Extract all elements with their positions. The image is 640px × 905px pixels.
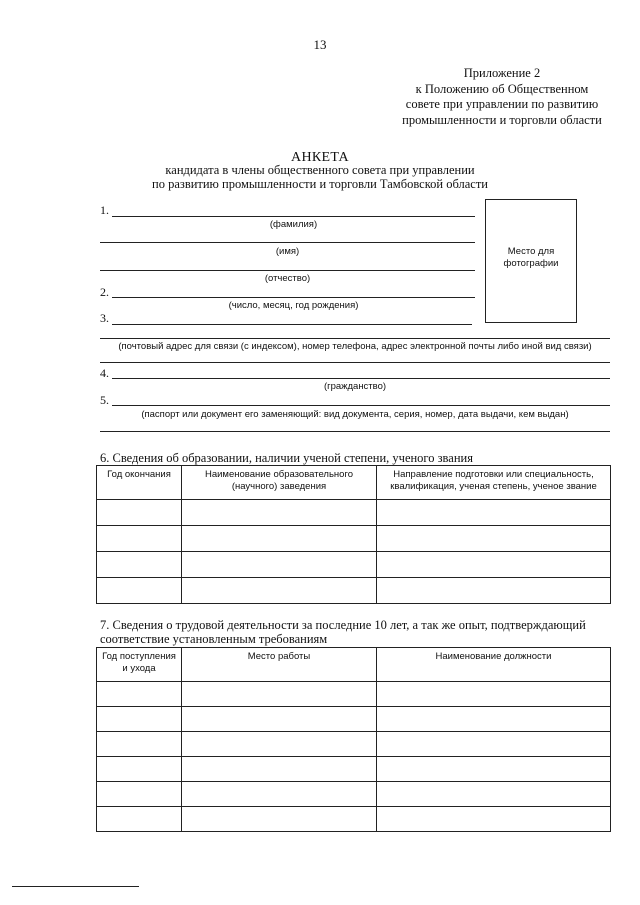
table-cell[interactable]	[97, 500, 182, 526]
col-graduation-year: Год окончания	[97, 466, 182, 500]
table-cell[interactable]	[182, 552, 377, 578]
patronymic-line[interactable]	[100, 270, 475, 271]
appendix-line: совете при управлении по развитию	[405, 97, 599, 111]
table-cell[interactable]	[377, 757, 611, 782]
field-number-5: 5.	[100, 393, 109, 407]
table-cell[interactable]	[97, 578, 182, 604]
table-cell[interactable]	[97, 757, 182, 782]
address-line-3[interactable]	[100, 362, 610, 363]
table-cell[interactable]	[182, 807, 377, 832]
table-cell[interactable]	[182, 732, 377, 757]
name-caption: (имя)	[275, 246, 300, 257]
col-position: Наименование должности	[377, 648, 611, 682]
col-workplace: Место работы	[182, 648, 377, 682]
subtitle-line: по развитию промышленности и торговли Тамбовской области	[152, 176, 488, 191]
address-line-1[interactable]	[112, 324, 472, 325]
table-cell[interactable]	[97, 732, 182, 757]
table-cell[interactable]	[182, 500, 377, 526]
table-row	[97, 807, 611, 832]
form-title: АНКЕТА	[291, 150, 349, 165]
work-heading-line-1: 7. Сведения о трудовой деятельности за последние 10 лет, а так же опыт, подтверждающий	[100, 618, 586, 632]
birth-caption: (число, месяц, год рождения)	[228, 300, 359, 311]
table-cell[interactable]	[377, 782, 611, 807]
table-cell[interactable]	[182, 782, 377, 807]
col-years: Год поступления и ухода	[97, 648, 182, 682]
table-header-row	[97, 648, 611, 682]
table-cell[interactable]	[182, 707, 377, 732]
appendix-note	[392, 66, 612, 128]
table-cell[interactable]	[182, 757, 377, 782]
table-cell[interactable]	[97, 682, 182, 707]
table-cell[interactable]	[182, 526, 377, 552]
photo-placeholder-text	[485, 246, 577, 270]
passport-caption: (паспорт или документ его заменяющий: вид документа, серия, номер, дата выдачи, кем выдан)	[141, 409, 569, 420]
table-cell[interactable]	[377, 578, 611, 604]
work-table	[96, 647, 611, 832]
footnote-rule	[12, 886, 139, 887]
table-cell[interactable]	[377, 526, 611, 552]
citizenship-line[interactable]	[112, 378, 610, 379]
table-cell[interactable]	[377, 552, 611, 578]
field-number-1: 1.	[100, 203, 109, 217]
table-cell[interactable]	[377, 807, 611, 832]
table-cell[interactable]	[182, 578, 377, 604]
table-cell[interactable]	[182, 682, 377, 707]
table-cell[interactable]	[377, 707, 611, 732]
surname-caption: (фамилия)	[269, 219, 318, 230]
address-line-2[interactable]	[100, 338, 610, 339]
address-caption: (почтовый адрес для связи (с индексом), номер телефона, адрес электронной почты либо иной вид связи)	[118, 341, 592, 352]
appendix-line: промышленности и торговли области	[402, 112, 602, 127]
birth-line[interactable]	[112, 297, 475, 298]
table-row	[97, 732, 611, 757]
table-cell[interactable]	[97, 782, 182, 807]
work-heading-line-2: соответствие установленным требованиям	[100, 632, 328, 646]
table-row	[97, 526, 611, 552]
table-row	[97, 552, 611, 578]
citizenship-caption: (гражданство)	[323, 381, 387, 392]
field-number-3: 3.	[100, 311, 109, 325]
table-row	[97, 500, 611, 526]
table-header-row	[97, 466, 611, 500]
name-line[interactable]	[100, 242, 475, 243]
table-cell[interactable]	[97, 526, 182, 552]
patronymic-caption: (отчество)	[264, 273, 311, 284]
subtitle-line: кандидата в члены общественного совета при управлении	[165, 163, 475, 177]
table-row	[97, 682, 611, 707]
table-cell[interactable]	[97, 807, 182, 832]
table-row	[97, 707, 611, 732]
education-heading: 6. Сведения об образовании, наличии ученой степени, ученого звания	[100, 451, 473, 465]
col-specialty: Направление подготовки или специальность, квалификация, ученая степень, ученое звание	[377, 466, 611, 500]
passport-line-1[interactable]	[112, 405, 610, 406]
table-cell[interactable]	[377, 682, 611, 707]
table-row	[97, 757, 611, 782]
col-institution: Наименование образовательного (научного) заведения	[182, 466, 377, 500]
field-number-4: 4.	[100, 366, 109, 380]
field-number-2: 2.	[100, 285, 109, 299]
appendix-line: Приложение 2	[463, 66, 541, 80]
surname-line[interactable]	[112, 216, 475, 217]
appendix-line: к Положению об Общественном	[415, 81, 589, 96]
table-cell[interactable]	[97, 552, 182, 578]
page-number: 13	[313, 37, 327, 52]
passport-line-2[interactable]	[100, 431, 610, 432]
table-row	[97, 782, 611, 807]
education-table	[96, 465, 611, 604]
photo-text-line: Место для	[507, 246, 555, 257]
table-row	[97, 578, 611, 604]
photo-text-line: фотографии	[503, 258, 559, 269]
table-cell[interactable]	[377, 732, 611, 757]
table-cell[interactable]	[377, 500, 611, 526]
table-cell[interactable]	[97, 707, 182, 732]
form-subtitle	[0, 164, 640, 191]
